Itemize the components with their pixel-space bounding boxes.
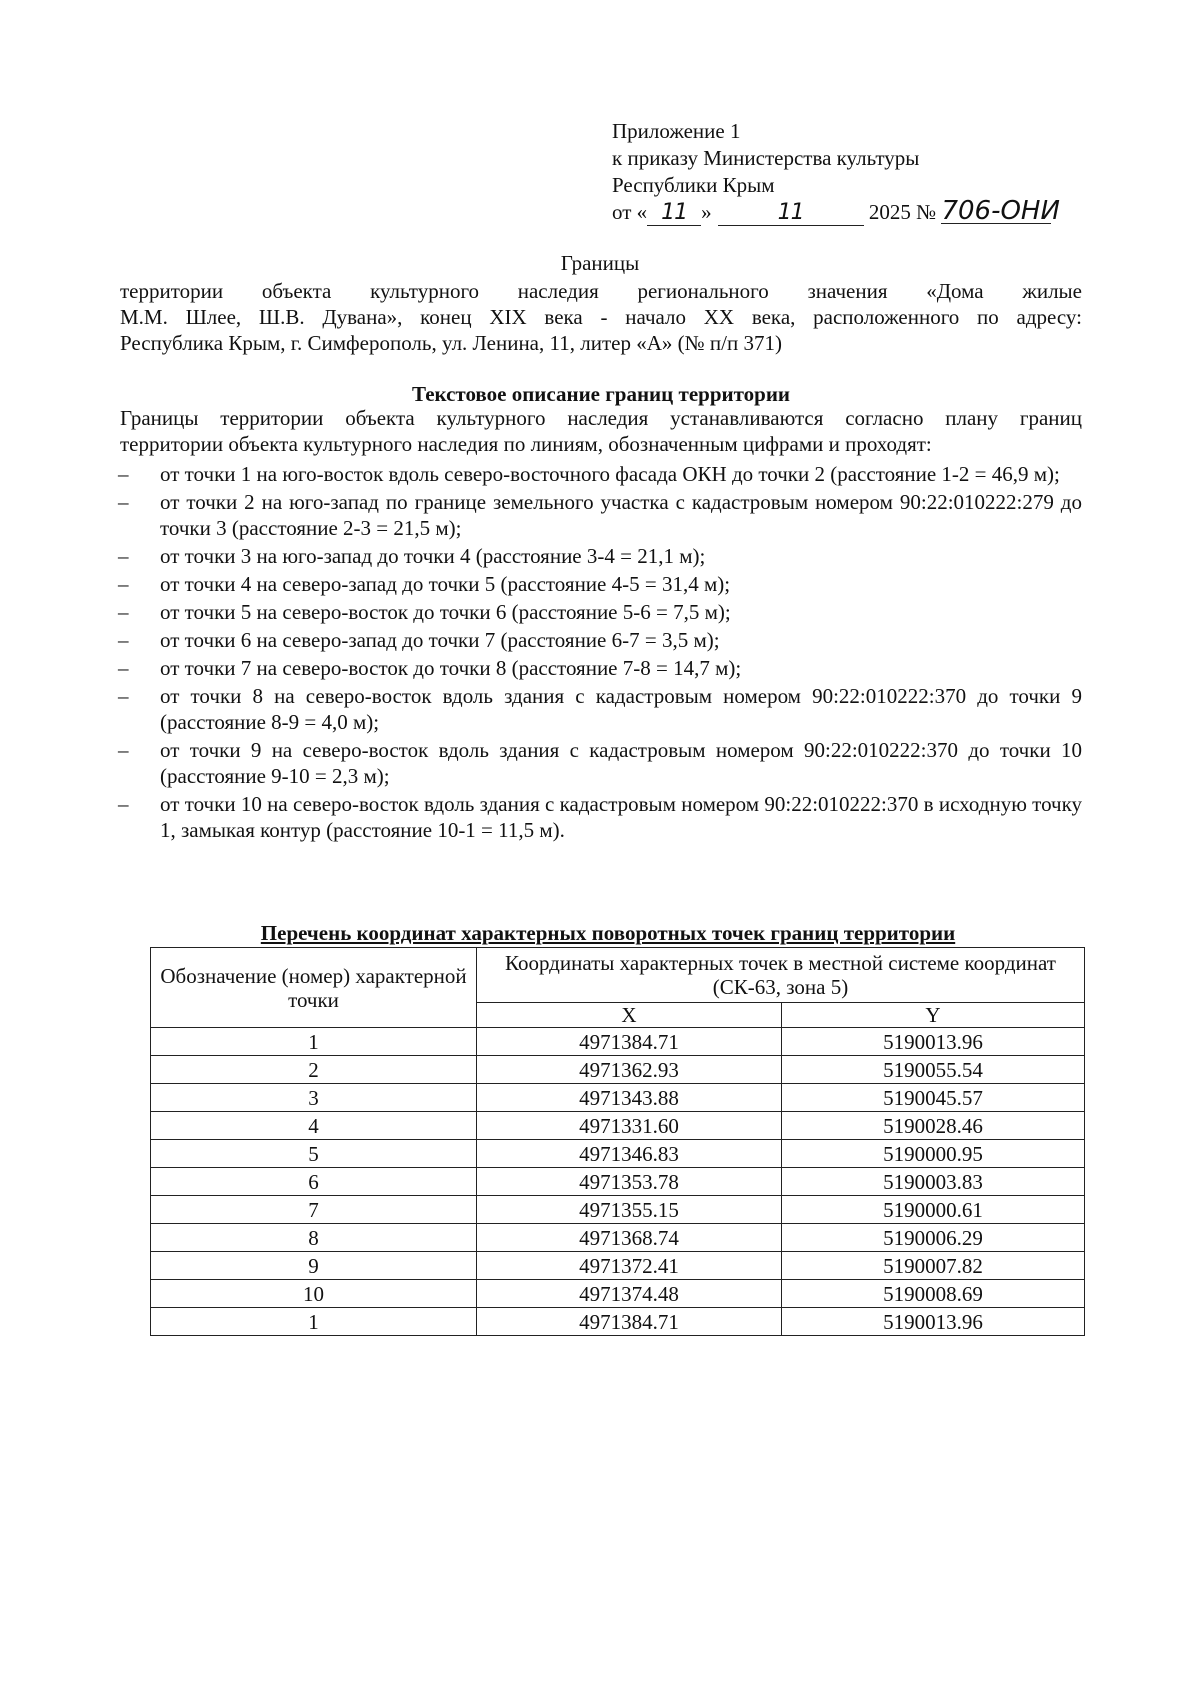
table-row	[151, 1252, 1085, 1280]
x-cell: 4971346.83	[477, 1140, 782, 1168]
table-row	[151, 1028, 1085, 1056]
point-cell: 3	[151, 1084, 477, 1112]
column-header-point: Обозначение (номер) характерной точки	[151, 948, 477, 1028]
date-day-close: »	[701, 200, 712, 224]
point-cell: 2	[151, 1056, 477, 1084]
x-cell: 4971355.15	[477, 1196, 782, 1224]
list-item	[118, 627, 1082, 653]
x-cell: 4971368.74	[477, 1224, 782, 1252]
y-cell: 5190003.83	[782, 1168, 1085, 1196]
point-cell: 1	[151, 1308, 477, 1336]
list-bullet: –	[118, 544, 129, 568]
list-item	[118, 489, 1082, 541]
subject-line: территории объекта культурного наследия регионального значения «Дома жилые	[120, 279, 1082, 303]
list-bullet: –	[118, 684, 129, 708]
section-heading: Текстовое описание границ территории	[411, 382, 791, 406]
x-cell: 4971374.48	[477, 1280, 782, 1308]
list-item-text: от точки 10 на северо-восток вдоль здания с кадастровым номером 90:22:010222:370 в исходную точку 1, замыкая контур (расстояние 10-1 = 11,5 м).	[160, 792, 1082, 842]
list-item-text: от точки 5 на северо-восток до точки 6 (расстояние 5-6 = 7,5 м);	[160, 600, 731, 624]
y-cell: 5190006.29	[782, 1224, 1085, 1252]
table-row	[151, 1308, 1085, 1336]
list-item-text: от точки 4 на северо-запад до точки 5 (расстояние 4-5 = 31,4 м);	[160, 572, 731, 596]
list-bullet: –	[118, 462, 129, 486]
y-cell: 5190013.96	[782, 1308, 1085, 1336]
table-row	[151, 1280, 1085, 1308]
point-cell: 7	[151, 1196, 477, 1224]
y-cell: 5190007.82	[782, 1252, 1085, 1280]
x-cell: 4971343.88	[477, 1084, 782, 1112]
column-header-y: Y	[782, 1003, 1085, 1028]
date-prefix: от «	[612, 200, 648, 224]
order-year-prefix: 2025 №	[868, 200, 937, 224]
appendix-label: Приложение 1	[612, 119, 741, 143]
table-row	[151, 1056, 1085, 1084]
y-cell: 5190013.96	[782, 1028, 1085, 1056]
list-bullet: –	[118, 792, 129, 816]
intro-paragraph	[120, 405, 1082, 457]
intro-line: территории объекта культурного наследия по линиям, обозначенным цифрами и проходят:	[120, 432, 932, 456]
list-item-text: от точки 1 на юго-восток вдоль северо-восточного фасада ОКН до точки 2 (расстояние 1-2 = 46,9 м);	[160, 462, 1060, 486]
order-month: 11	[718, 201, 864, 226]
y-cell: 5190000.61	[782, 1196, 1085, 1224]
y-cell: 5190045.57	[782, 1084, 1085, 1112]
list-item	[118, 461, 1082, 487]
table-row	[151, 1168, 1085, 1196]
x-cell: 4971362.93	[477, 1056, 782, 1084]
table-row	[151, 1224, 1085, 1252]
list-bullet: –	[118, 656, 129, 680]
point-cell: 8	[151, 1224, 477, 1252]
subject-line: Республика Крым, г. Симферополь, ул. Ленина, 11, литер «А» (№ п/п 371)	[120, 331, 782, 355]
order-number: 706-ОНИ	[941, 196, 1060, 226]
list-item-text: от точки 3 на юго-запад до точки 4 (расстояние 3-4 = 21,1 м);	[160, 544, 706, 568]
boundary-list	[118, 461, 1082, 845]
point-cell: 5	[151, 1140, 477, 1168]
order-day: 11	[647, 201, 701, 226]
order-date-line	[612, 196, 1152, 226]
list-item	[118, 599, 1082, 625]
list-item	[118, 791, 1082, 843]
list-item	[118, 683, 1082, 735]
list-item	[118, 655, 1082, 681]
list-item-text: от точки 7 на северо-восток до точки 8 (расстояние 7-8 = 14,7 м);	[160, 656, 742, 680]
subject-line: М.М. Шлее, Ш.В. Дувана», конец XIX века - начало XX века, расположенного по адресу:	[120, 305, 1082, 329]
list-item	[118, 737, 1082, 789]
list-item	[118, 571, 1082, 597]
point-cell: 1	[151, 1028, 477, 1056]
y-cell: 5190055.54	[782, 1056, 1085, 1084]
table-title: Перечень координат характерных поворотных точек границ территории	[260, 921, 956, 945]
coordinates-table	[150, 947, 1085, 1336]
document-title: Границы	[560, 251, 640, 275]
list-item-text: от точки 9 на северо-восток вдоль здания с кадастровым номером 90:22:010222:370 до точки 10 (расстояние 9-10 = 2,3 м);	[160, 738, 1082, 788]
object-description	[120, 278, 1082, 356]
list-item-text: от точки 8 на северо-восток вдоль здания с кадастровым номером 90:22:010222:370 до точки 9 (расстояние 8-9 = 4,0 м);	[160, 684, 1082, 734]
x-cell: 4971353.78	[477, 1168, 782, 1196]
x-cell: 4971384.71	[477, 1308, 782, 1336]
list-item	[118, 543, 1082, 569]
table-row	[151, 1084, 1085, 1112]
point-cell: 10	[151, 1280, 477, 1308]
table-row	[151, 1140, 1085, 1168]
table-row	[151, 1112, 1085, 1140]
list-bullet: –	[118, 738, 129, 762]
x-cell: 4971331.60	[477, 1112, 782, 1140]
list-item-text: от точки 2 на юго-запад по границе земельного участка с кадастровым номером 90:22:010222:279 до точки 3 (расстояние 2-3 = 21,5 м);	[160, 490, 1082, 540]
list-bullet: –	[118, 572, 129, 596]
list-bullet: –	[118, 490, 129, 514]
list-bullet: –	[118, 600, 129, 624]
list-item-text: от точки 6 на северо-запад до точки 7 (расстояние 6-7 = 3,5 м);	[160, 628, 720, 652]
intro-line: Границы территории объекта культурного наследия устанавливаются согласно плану границ	[120, 406, 1082, 430]
x-cell: 4971384.71	[477, 1028, 782, 1056]
table-row	[151, 1196, 1085, 1224]
column-header-x: X	[477, 1003, 782, 1028]
order-reference: к приказу Министерства культуры	[612, 146, 920, 170]
y-cell: 5190028.46	[782, 1112, 1085, 1140]
republic-name: Республики Крым	[612, 173, 775, 197]
y-cell: 5190000.95	[782, 1140, 1085, 1168]
x-cell: 4971372.41	[477, 1252, 782, 1280]
point-cell: 4	[151, 1112, 477, 1140]
y-cell: 5190008.69	[782, 1280, 1085, 1308]
appendix-header	[612, 118, 1152, 226]
point-cell: 9	[151, 1252, 477, 1280]
column-header-coordinates: Координаты характерных точек в местной системе координат (СК-63, зона 5)	[477, 948, 1085, 1003]
list-bullet: –	[118, 628, 129, 652]
point-cell: 6	[151, 1168, 477, 1196]
